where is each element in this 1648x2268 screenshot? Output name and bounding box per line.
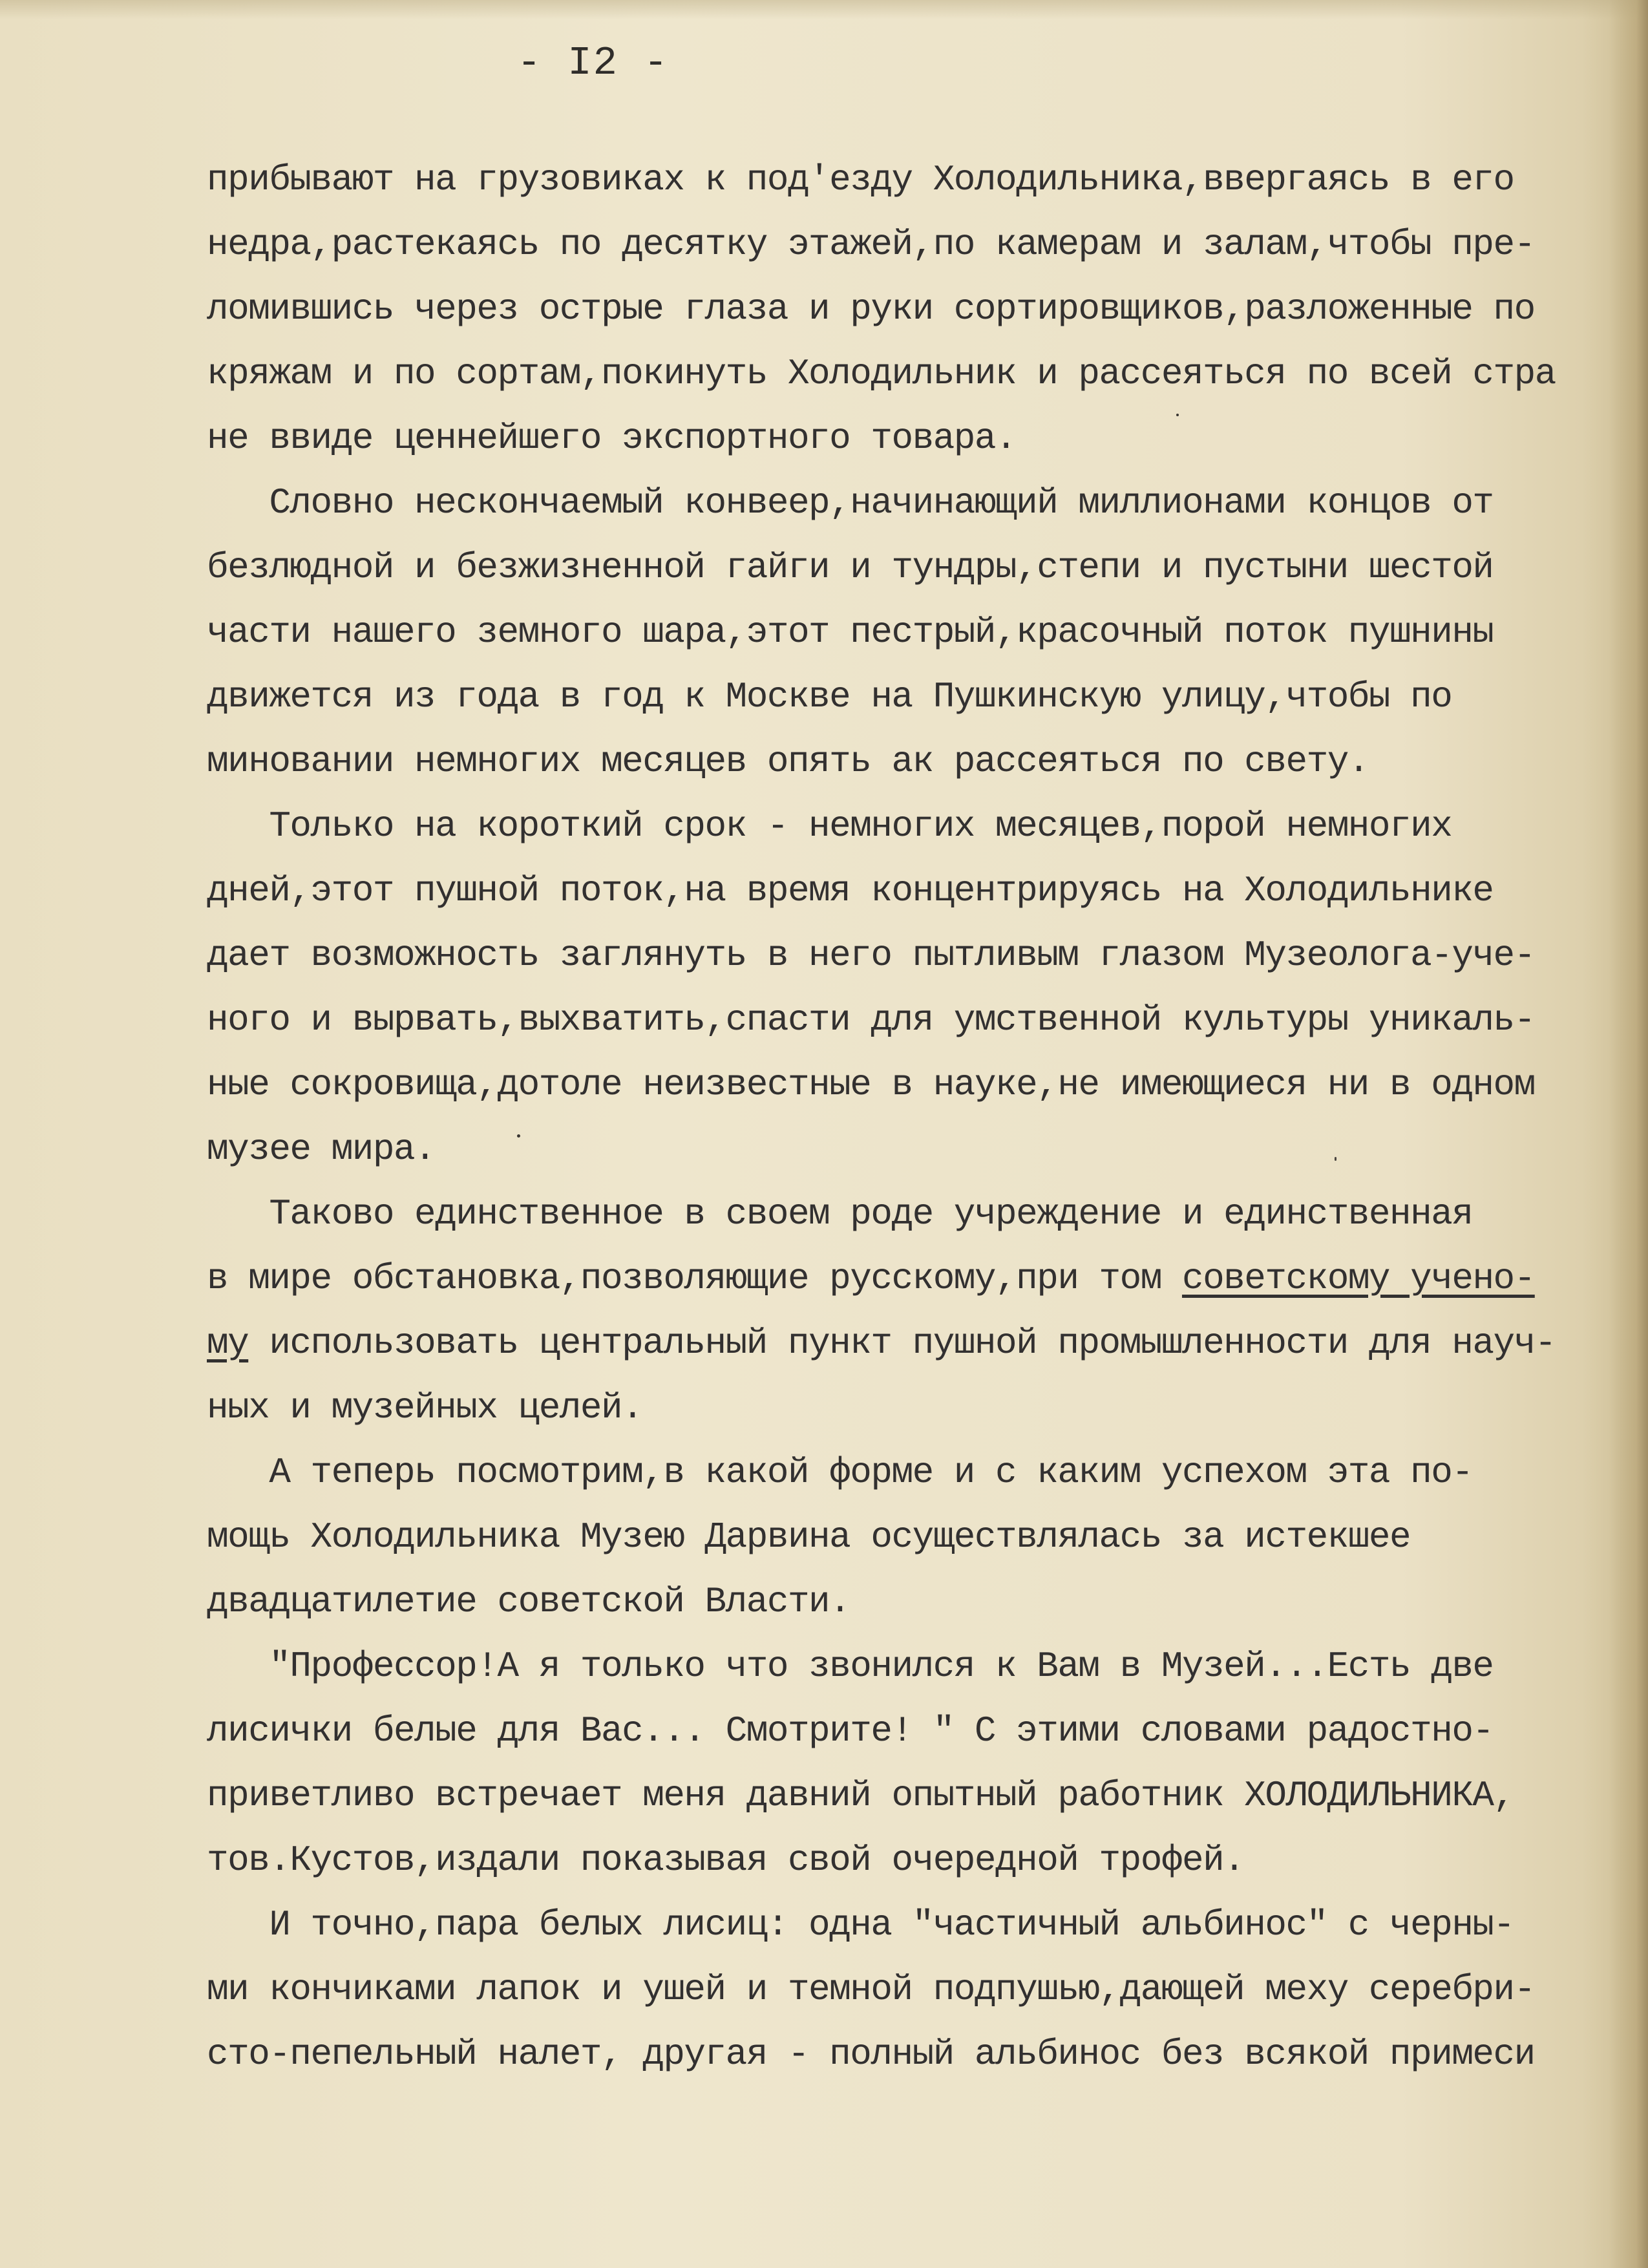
text-line: двадцатилетие советской Власти. — [207, 1581, 850, 1622]
text-line: движется из года в год к Москве на Пушкинскую улицу,чтобы по — [207, 676, 1452, 717]
paper-top-edge — [0, 0, 1648, 19]
text-line: тов.Кустов,издали показывая свой очередной трофей. — [207, 1839, 1245, 1881]
text-line: дает возможность заглянуть в него пытливым глазом Музеолога-уче- — [207, 935, 1535, 976]
paper-right-edge — [1609, 0, 1648, 2268]
text-line: ломившись через острые глаза и руки сортировщиков,разложенные по — [207, 288, 1535, 330]
text-line: "Профессор!А я только что звонился к Вам в Музей...Есть две — [207, 1646, 1494, 1687]
text-line-underlined — [207, 1246, 1596, 1311]
text-line: сто-пепельный налет, другая - полный альбинос без всякой примеси — [207, 2033, 1535, 2075]
text-line: Таково единственное в своем роде учреждение и единственная — [207, 1193, 1473, 1235]
text-line: Только на короткий срок - немногих месяцев,порой немногих — [207, 805, 1452, 847]
text-line: Словно нескончаемый конвеер,начинающий миллионами концов от — [207, 482, 1494, 524]
text-line: И точно,пара белых лисиц: одна "частичный альбинос" с черны- — [207, 1904, 1514, 1945]
text-line: приветливо встречает меня давний опытный работник ХОЛОДИЛЬНИКА, — [207, 1775, 1514, 1816]
page-number: - I2 - — [517, 40, 670, 86]
text-line: А теперь посмотрим,в какой форме и с каким успехом эта по- — [207, 1452, 1473, 1493]
text-line: ных и музейных целей. — [207, 1387, 643, 1428]
text-line: недра,растекаясь по десятку этажей,по камерам и залам,чтобы пре- — [207, 224, 1535, 265]
text-line-underlined — [207, 1311, 1596, 1375]
underlined-text: му — [207, 1322, 249, 1364]
text-segment: в мире обстановка,позволяющие русскому,при том — [207, 1258, 1182, 1299]
underlined-text: советскому учено- — [1181, 1258, 1535, 1299]
text-line: части нашего земного шара,этот пестрый,красочный поток пушнины — [207, 611, 1494, 653]
typewritten-text — [207, 147, 1596, 2086]
ink-speck — [1335, 1157, 1336, 1161]
text-line: ного и вырвать,выхватить,спасти для умственной культуры уникаль- — [207, 999, 1535, 1041]
text-line: мощь Холодильника Музею Дарвина осуществлялась за истекшее — [207, 1516, 1411, 1558]
text-line: лисички белые для Вас... Смотрите! " С этими словами радостно- — [207, 1710, 1494, 1752]
text-line: дней,этот пушной поток,на время концентрируясь на Холодильнике — [207, 870, 1494, 911]
ink-speck — [1176, 414, 1179, 416]
text-segment: использовать центральный пункт пушной промышленности для науч- — [248, 1322, 1556, 1364]
text-line: миновании немногих месяцев опять ак рассеяться по свету. — [207, 741, 1369, 782]
text-line: музее мира. — [207, 1129, 436, 1170]
text-line: ми кончиками лапок и ушей и темной подпушью,дающей меху серебри- — [207, 1969, 1535, 2010]
text-line: кряжам и по сортам,покинуть Холодильник и рассеяться по всей стра — [207, 353, 1556, 394]
text-line: прибывают на грузовиках к под'езду Холодильника,ввергаясь в его — [207, 159, 1514, 200]
text-line: ные сокровища,дотоле неизвестные в науке,не имеющиеся ни в одном — [207, 1064, 1535, 1105]
text-line: не ввиде ценнейшего экспортного товара. — [207, 418, 1017, 459]
text-line: безлюдной и безжизненной гайги и тундры,степи и пустыни шестой — [207, 547, 1494, 588]
ink-speck — [517, 1134, 520, 1138]
